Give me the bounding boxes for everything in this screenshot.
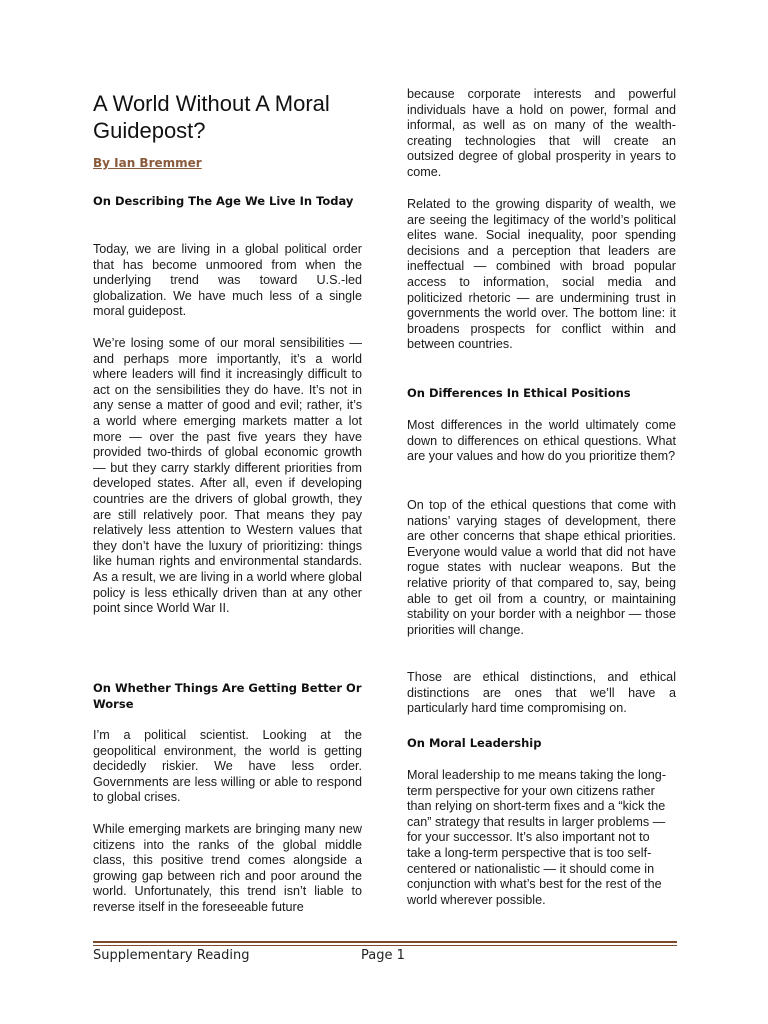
paragraph: While emerging markets are bringing many new citizens into the ranks of the global middle class, this positive trend comes alongside a growing gap between rich and poor around the world. Unfortunately, this trend isn’t liable to reverse itself in the foreseeable future [93, 822, 362, 914]
section-heading-better-worse: On Whether Things Are Getting Better Or Worse [93, 681, 362, 711]
footer-label: Supplementary Reading [93, 948, 250, 963]
byline: By Ian Bremmer [93, 156, 202, 170]
paragraph: On top of the ethical questions that come with nations’ varying stages of development, there are other concerns that shape ethical priorities. Everyone would value a world that did not have rogue states with nuclear weapons. But the relative priority of that compared to, say, being able to get oil from a country, or maintaining stability on your border with a neighbor — those priorities will change. [407, 498, 676, 637]
paragraph: We’re losing some of our moral sensibilities — and perhaps more importantly, it’s a world where leaders will find it increasingly difficult to act on the sensibilities they do have. It’s not in any sense a matter of good and evil; rather, it’s a world where emerging markets matter a lot more — over the past five years they have provided two-thirds of global economic growth — but they carry starkly different priorities from developed states. After all, even if developing countries are the drivers of global growth, they are still relatively poor. That means they pay relatively less attention to Western values that they don’t have the luxury of prioritizing: things like human rights and environmental standards. As a result, we are living in a world where global policy is less ethically driven than at any other point since World War II. [93, 336, 362, 616]
paragraph: Those are ethical distinctions, and ethical distinctions are ones that we’ll have a particularly hard time compromising on. [407, 670, 676, 716]
paragraph: because corporate interests and powerful individuals have a hold on power, formal and informal, as well as on many of the wealth-creating technologies that will create an outsized degree of global prosperity in years to come. [407, 87, 676, 179]
paragraph: I’m a political scientist. Looking at the geopolitical environment, the world is getting decidedly riskier. We have less order. Governments are less willing or able to respond to global crises. [93, 728, 362, 805]
article-title: A World Without A Moral Guidepost? [93, 91, 330, 143]
paragraph: Today, we are living in a global political order that has become unmoored from when the underlying trend was toward U.S.-led globalization. We have much less of a single moral guidepost. [93, 242, 362, 319]
section-heading-moral-leadership: On Moral Leadership [407, 736, 542, 750]
section-heading-age: On Describing The Age We Live In Today [93, 194, 354, 208]
paragraph: Related to the growing disparity of wealth, we are seeing the legitimacy of the world’s political elites wane. Social inequality, poor spending decisions and a perception that leaders are ineffectual — combined with broad popular access to information, social media and politicized rhetoric — are undermining trust in governments the world over. The bottom line: it broadens prospects for conflict within and between countries. [407, 197, 676, 352]
footer-rule-thin [93, 945, 677, 946]
footer-rule [93, 941, 677, 943]
page-number: Page 1 [361, 948, 405, 963]
paragraph: Moral leadership to me means taking the long-term perspective for your own citizens rather than relying on short-term fixes and a “kick the can” strategy that results in larger problems — for your successor. It’s also important not to take a long-term perspective that is too self-centered or nationalistic — it should come in conjunction with what’s best for the rest of the world wherever possible. [407, 768, 667, 907]
section-heading-ethical: On Differences In Ethical Positions [407, 386, 631, 400]
paragraph: Most differences in the world ultimately come down to differences on ethical questions. What are your values and how do you prioritize them? [407, 418, 676, 464]
